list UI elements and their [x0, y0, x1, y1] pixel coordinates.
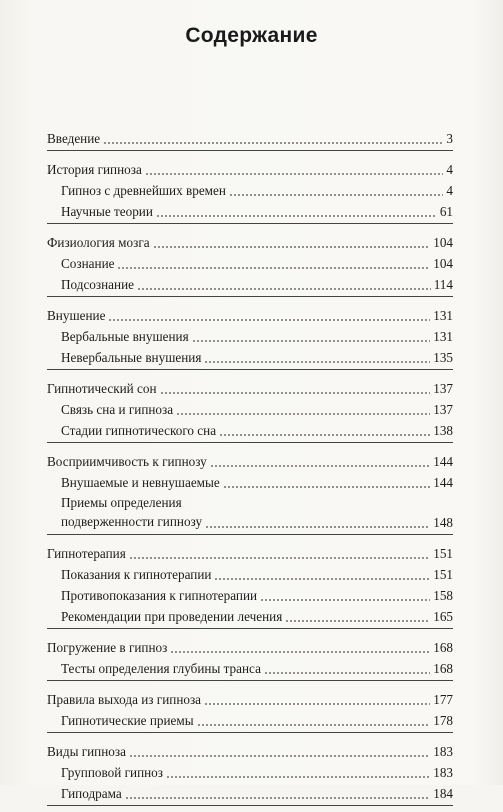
toc-entry-label: Гипнотерапия: [47, 546, 126, 561]
section-divider: [47, 805, 453, 806]
toc-subentry: [47, 491, 453, 531]
toc-entry-label: Гипноз с древнейших времен: [61, 183, 226, 198]
toc-subentry: [47, 583, 453, 604]
toc-entry-label: Невербальные внушения: [61, 350, 202, 365]
toc-page-number: 104: [433, 256, 453, 271]
toc-leader-dots: [192, 340, 431, 342]
toc-entry-label: Вербальные внушения: [61, 329, 189, 344]
toc-leader-dots: [117, 267, 430, 269]
toc-subentry: [47, 604, 453, 625]
toc-entry-label: Приемы определения подверженности гипнозу: [61, 495, 203, 529]
toc-chapter: [47, 541, 453, 562]
toc-entry-label: Восприимчивость к гипнозу: [47, 454, 207, 469]
toc-page-number: 131: [433, 308, 453, 323]
toc-page-number: 177: [433, 692, 453, 707]
toc-chapter: [47, 635, 453, 656]
toc-subentry: [47, 418, 453, 439]
toc-page-number: 165: [433, 609, 453, 624]
toc-page-number: 158: [433, 588, 453, 603]
toc-chapter: [47, 687, 453, 708]
toc-leader-dots: [137, 288, 431, 290]
toc-section: [47, 157, 453, 224]
toc-leader-dots: [156, 215, 437, 217]
toc-leader-dots: [160, 392, 431, 394]
section-divider: [47, 223, 453, 224]
toc-leader-dots: [145, 173, 444, 175]
toc-section: [47, 126, 453, 151]
toc-chapter: [47, 449, 453, 470]
toc-leader-dots: [153, 246, 431, 248]
toc-leader-dots: [129, 557, 430, 559]
toc-section: [47, 687, 453, 733]
toc-subentry: [47, 324, 453, 345]
toc-leader-dots: [176, 413, 430, 415]
toc-subentry: [47, 251, 453, 272]
toc-leader-dots: [260, 599, 430, 601]
toc-page-number: 114: [433, 277, 453, 292]
toc-page-number: 183: [433, 765, 453, 780]
toc-page-number: 3: [446, 131, 453, 146]
section-divider: [47, 534, 453, 535]
toc-chapter: [47, 126, 453, 147]
toc-leader-dots: [108, 319, 430, 321]
toc-subentry: [47, 178, 453, 199]
toc-leader-dots: [214, 578, 430, 580]
toc-leader-dots: [170, 651, 430, 653]
toc-leader-dots: [210, 465, 430, 467]
toc-section: [47, 230, 453, 297]
section-divider: [47, 628, 453, 629]
toc-entry-label: Групповой гипноз: [61, 765, 163, 780]
toc-subentry: [47, 199, 453, 220]
toc-subentry: [47, 781, 453, 802]
toc-entry-label: Гиподрама: [61, 786, 122, 801]
toc-entry-label: Научные теории: [61, 204, 153, 219]
toc-subentry: [47, 470, 453, 491]
section-divider: [47, 680, 453, 681]
toc-entry-label: Гипнотический сон: [47, 381, 157, 396]
toc-entry-label: Гипнотические приемы: [61, 713, 194, 728]
toc-section: [47, 449, 453, 535]
toc-page-number: 135: [433, 350, 453, 365]
toc-page-number: 168: [433, 661, 453, 676]
toc-subentry: [47, 656, 453, 677]
toc-page-number: 168: [433, 640, 453, 655]
toc-subentry: [47, 272, 453, 293]
toc-page-number: 184: [433, 786, 453, 801]
toc-entry-label: Рекомендации при проведении лечения: [61, 609, 283, 624]
toc-subentry: [47, 562, 453, 583]
toc-page-number: 144: [433, 475, 453, 490]
toc-leader-dots: [125, 797, 431, 799]
toc-entry-label: Сознание: [61, 256, 115, 271]
toc-entry-label: Противопоказания к гипнотерапии: [61, 588, 258, 603]
toc-chapter: [47, 157, 453, 178]
toc-leader-dots: [204, 361, 430, 363]
toc-entry-label: Виды гипноза: [47, 744, 126, 759]
toc-entry-label: Введение: [47, 131, 101, 146]
section-divider: [47, 442, 453, 443]
toc-page-number: 131: [433, 329, 453, 344]
toc-entry-label: Внушаемые и невнушаемые: [61, 475, 220, 490]
toc-chapter: [47, 376, 453, 397]
toc-entry-label: Связь сна и гипноза: [61, 402, 174, 417]
toc-page-number: 151: [433, 567, 453, 582]
toc-leader-dots: [219, 434, 430, 436]
toc-leader-dots: [103, 142, 443, 144]
toc-subentry: [47, 345, 453, 366]
toc-section: [47, 739, 453, 806]
page-title: Содержание: [185, 24, 318, 47]
toc-leader-dots: [204, 703, 430, 705]
toc-entry-label: Стадии гипнотического сна: [61, 423, 217, 438]
toc-leader-dots: [166, 776, 430, 778]
toc-subentry: [47, 760, 453, 781]
toc-entry-label: Подсознание: [61, 277, 134, 292]
toc-page-number: 183: [433, 744, 453, 759]
section-divider: [47, 296, 453, 297]
toc-entry-label: Физиология мозга: [47, 235, 150, 250]
toc-section: [47, 635, 453, 681]
section-divider: [47, 732, 453, 733]
toc-entry-label: Показания к гипнотерапии: [61, 567, 212, 582]
toc-page-number: 138: [433, 423, 453, 438]
toc-page-number: 148: [433, 515, 453, 530]
toc-entry-label: Тесты определения глубины транса: [61, 661, 261, 676]
toc-entry-label: Правила выхода из гипноза: [47, 692, 202, 707]
toc-subentry: [47, 397, 453, 418]
toc-page-number: 61: [439, 204, 453, 219]
toc-subentry: [47, 708, 453, 729]
toc-leader-dots: [197, 724, 431, 726]
toc-leader-dots: [205, 526, 430, 528]
toc-chapter: [47, 739, 453, 760]
toc-page-number: 104: [433, 235, 453, 250]
toc-entry-label: История гипноза: [47, 162, 142, 177]
toc-page-number: 137: [433, 402, 453, 417]
toc-section: [47, 541, 453, 629]
toc-section: [47, 303, 453, 370]
toc-entry-label: Погружение в гипноз: [47, 640, 168, 655]
section-divider: [47, 150, 453, 151]
toc-page-number: 178: [433, 713, 453, 728]
table-of-contents: [47, 126, 453, 812]
toc-chapter: [47, 230, 453, 251]
toc-page-number: 151: [433, 546, 453, 561]
toc-page-number: 4: [446, 183, 453, 198]
toc-leader-dots: [229, 194, 443, 196]
toc-leader-dots: [129, 755, 430, 757]
toc-page-number: 137: [433, 381, 453, 396]
toc-leader-dots: [223, 486, 430, 488]
toc-page-number: 4: [446, 162, 453, 177]
section-divider: [47, 369, 453, 370]
toc-page-number: 144: [433, 454, 453, 469]
toc-chapter: [47, 303, 453, 324]
toc-section: [47, 376, 453, 443]
toc-leader-dots: [285, 620, 430, 622]
toc-leader-dots: [264, 672, 430, 674]
toc-entry-label: Внушение: [47, 308, 106, 323]
